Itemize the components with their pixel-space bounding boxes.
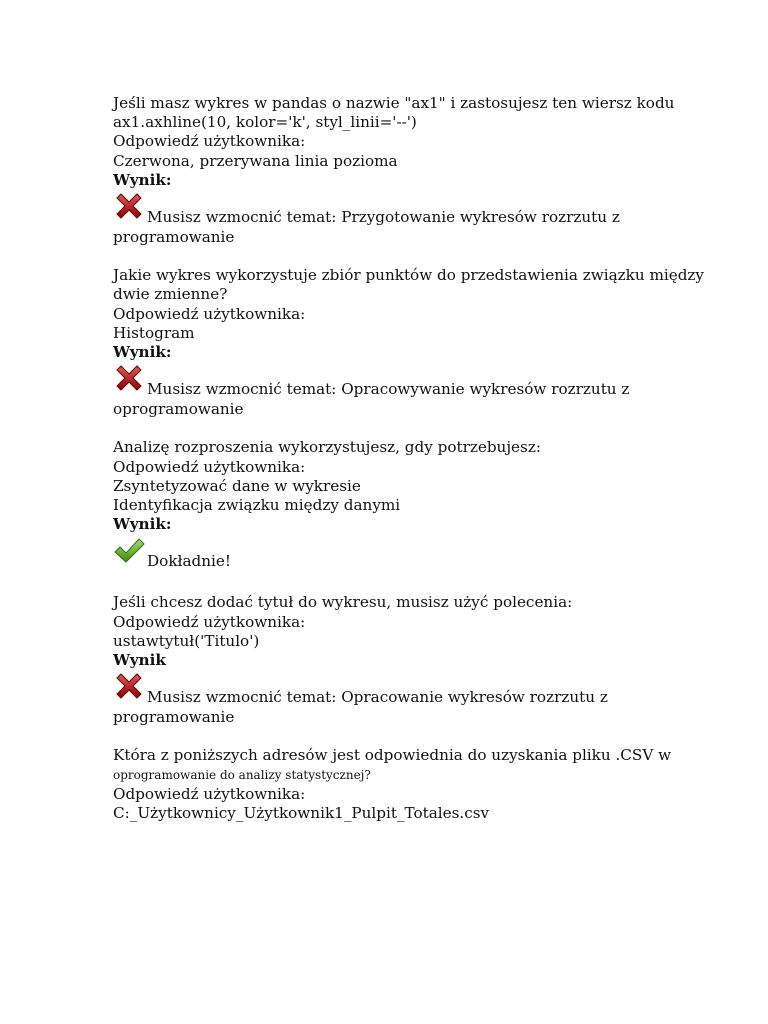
- result-label: Wynik:: [113, 343, 172, 362]
- user-answer: Czerwona, przerywana linia pozioma: [113, 151, 398, 170]
- result-text-continued: oprogramowanie: [113, 400, 244, 419]
- result-row: [113, 362, 713, 402]
- question-text: Jeśli masz wykres w pandas o nazwie "ax1" i zastosujesz ten wiersz kodu: [113, 94, 675, 112]
- answer-label: Odpowiedź użytkownika:: [113, 304, 306, 323]
- result-text: Dokładnie!: [147, 552, 231, 571]
- result-text: Musisz wzmocnić temat: Opracowywanie wykresów rozrzutu z: [147, 380, 630, 399]
- user-answer: Zsyntetyzować dane w wykresie: [113, 476, 361, 495]
- question-text: Jeśli chcesz dodać tytuł do wykresu, musisz użyć polecenia:: [113, 593, 573, 612]
- cross-icon: [113, 670, 145, 702]
- result-text-continued: programowanie: [113, 228, 235, 247]
- answer-label: Odpowiedź użytkownika:: [113, 457, 306, 476]
- answer-label: Odpowiedź użytkownika:: [113, 784, 306, 803]
- question-text: Analizę rozproszenia wykorzystujesz, gdy potrzebujesz:: [113, 438, 541, 457]
- user-answer: C:_Użytkownicy_Użytkownik1_Pulpit_Totales.csv: [113, 804, 490, 823]
- user-answer: Identyfikacja związku między danymi: [113, 496, 401, 515]
- question-text: dwie zmienne?: [113, 285, 228, 304]
- result-label: Wynik:: [113, 170, 172, 189]
- result-label: Wynik:: [113, 515, 172, 534]
- result-text: Musisz wzmocnić temat: Opracowanie wykresów rozrzutu z: [147, 688, 608, 707]
- question-text: ax1.axhline(10, kolor='k', styl_linii='--'): [113, 113, 417, 132]
- user-answer: ustawtytuł('Titulo'): [113, 631, 260, 650]
- result-text-continued: programowanie: [113, 708, 235, 727]
- user-answer: Histogram: [113, 323, 195, 342]
- answer-label: Odpowiedź użytkownika:: [113, 612, 306, 631]
- question-block: [113, 438, 713, 574]
- cross-icon: [113, 362, 145, 394]
- result-label: Wynik: [113, 651, 166, 670]
- check-icon: [113, 534, 145, 566]
- quiz-results: [113, 94, 713, 842]
- question-block: [113, 746, 713, 823]
- cross-icon: [113, 190, 145, 222]
- question-text: Jakie wykres wykorzystuje zbiór punktów do przedstawienia związku między: [113, 266, 704, 285]
- question-text: oprogramowanie do analizy statystycznej?: [113, 767, 371, 782]
- answer-label: Odpowiedź użytkownika:: [113, 132, 306, 151]
- result-row: [113, 190, 713, 230]
- question-block: [113, 266, 713, 419]
- result-row: [113, 534, 713, 574]
- result-text: Musisz wzmocnić temat: Przygotowanie wykresów rozrzutu z: [147, 208, 620, 227]
- result-row: [113, 670, 713, 710]
- question-text: Która z poniższych adresów jest odpowiednia do uzyskania pliku .CSV w: [113, 746, 672, 765]
- question-block: [113, 94, 713, 247]
- question-block: [113, 593, 713, 727]
